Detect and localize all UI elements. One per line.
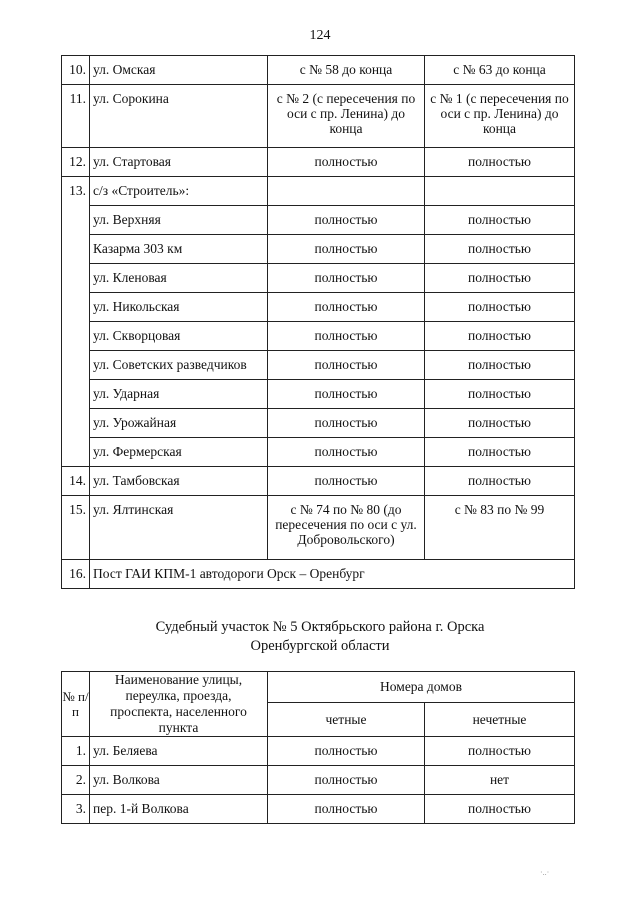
table-row — [62, 496, 575, 560]
caption-line-1: Судебный участок № 5 Октябрьского района г. Орска — [155, 619, 485, 635]
page-number: 124 — [309, 28, 331, 43]
row-even: полностью — [268, 438, 425, 467]
row-odd: полностью — [425, 795, 575, 824]
row-odd: с № 63 до конца — [425, 56, 575, 85]
table-row — [62, 795, 575, 824]
table-row — [62, 438, 575, 467]
row-number: 11. — [62, 85, 90, 148]
row-odd: полностью — [425, 351, 575, 380]
table-row — [62, 737, 575, 766]
row-number: 1. — [62, 737, 90, 766]
header-street-name: Наименование улицы, переулка, проезда, проспекта, населенного пункта — [90, 672, 268, 737]
row-odd: полностью — [425, 409, 575, 438]
caption-line-2: Оренбургской области — [250, 638, 390, 654]
table-row — [62, 351, 575, 380]
row-even: полностью — [268, 206, 425, 235]
header-odd: нечетные — [425, 702, 575, 736]
row-name: Пост ГАИ КПМ-1 автодороги Орск – Оренбург — [90, 560, 575, 589]
row-even: полностью — [268, 766, 425, 795]
row-number — [62, 206, 90, 235]
row-even: полностью — [268, 351, 425, 380]
row-name: ул. Советских разведчиков — [90, 351, 268, 380]
row-name: ул. Урожайная — [90, 409, 268, 438]
row-number: 12. — [62, 148, 90, 177]
row-number: 10. — [62, 56, 90, 85]
header-even: четные — [268, 702, 425, 736]
row-odd: полностью — [425, 235, 575, 264]
row-even: с № 2 (с пересечения по оси с пр. Ленина) до конца — [268, 85, 425, 148]
streets-table-section5 — [61, 671, 575, 824]
row-number — [62, 351, 90, 380]
table-row — [62, 235, 575, 264]
table-row — [62, 293, 575, 322]
row-even: полностью — [268, 409, 425, 438]
row-name: ул. Кленовая — [90, 264, 268, 293]
scan-mark: ·..· — [540, 868, 550, 877]
table-row — [62, 409, 575, 438]
table-row — [62, 148, 575, 177]
row-odd: полностью — [425, 438, 575, 467]
table-row — [62, 560, 575, 589]
row-number — [62, 293, 90, 322]
streets-table-continued — [61, 55, 575, 589]
row-even: полностью — [268, 467, 425, 496]
row-odd: полностью — [425, 264, 575, 293]
row-odd: полностью — [425, 380, 575, 409]
row-number: 15. — [62, 496, 90, 560]
row-name: пер. 1-й Волкова — [90, 795, 268, 824]
row-number — [62, 438, 90, 467]
table-row — [62, 206, 575, 235]
row-even: полностью — [268, 322, 425, 351]
section-caption — [0, 618, 640, 656]
row-odd: полностью — [425, 322, 575, 351]
row-number — [62, 264, 90, 293]
row-number: 2. — [62, 766, 90, 795]
table-row — [62, 380, 575, 409]
row-name: ул. Ялтинская — [90, 496, 268, 560]
table-row — [62, 322, 575, 351]
row-even: полностью — [268, 148, 425, 177]
row-name: ул. Ударная — [90, 380, 268, 409]
row-number: 13. — [62, 177, 90, 206]
row-odd: полностью — [425, 737, 575, 766]
header-house-numbers: Номера домов — [268, 672, 575, 703]
row-number: 3. — [62, 795, 90, 824]
row-even: полностью — [268, 795, 425, 824]
row-name: Казарма 303 км — [90, 235, 268, 264]
row-odd: нет — [425, 766, 575, 795]
row-name: ул. Сорокина — [90, 85, 268, 148]
row-odd: полностью — [425, 206, 575, 235]
row-odd: с № 83 по № 99 — [425, 496, 575, 560]
row-name: ул. Волкова — [90, 766, 268, 795]
table-row — [62, 467, 575, 496]
row-number — [62, 235, 90, 264]
row-even: полностью — [268, 380, 425, 409]
row-even: с № 58 до конца — [268, 56, 425, 85]
table-row — [62, 56, 575, 85]
table-row — [62, 264, 575, 293]
row-odd: с № 1 (с пересечения по оси с пр. Ленина) до конца — [425, 85, 575, 148]
row-number: 16. — [62, 560, 90, 589]
row-number — [62, 322, 90, 351]
table-row — [62, 85, 575, 148]
row-even: полностью — [268, 737, 425, 766]
row-even: с № 74 по № 80 (до пересечения по оси с ул. Добровольского) — [268, 496, 425, 560]
row-number — [62, 409, 90, 438]
table-row — [62, 766, 575, 795]
row-odd: полностью — [425, 148, 575, 177]
table-row — [62, 177, 575, 206]
row-name: ул. Верхняя — [90, 206, 268, 235]
row-odd: полностью — [425, 293, 575, 322]
row-name: ул. Скворцовая — [90, 322, 268, 351]
row-name: ул. Омская — [90, 56, 268, 85]
row-even: полностью — [268, 264, 425, 293]
row-name: с/з «Строитель»: — [90, 177, 268, 206]
row-name: ул. Фермерская — [90, 438, 268, 467]
row-odd: полностью — [425, 467, 575, 496]
row-even: полностью — [268, 235, 425, 264]
row-even — [268, 177, 425, 206]
row-number — [62, 380, 90, 409]
row-number: 14. — [62, 467, 90, 496]
row-name: ул. Тамбовская — [90, 467, 268, 496]
row-odd — [425, 177, 575, 206]
header-num: № п/п — [62, 672, 90, 737]
row-name: ул. Стартовая — [90, 148, 268, 177]
row-name: ул. Беляева — [90, 737, 268, 766]
row-name: ул. Никольская — [90, 293, 268, 322]
row-even: полностью — [268, 293, 425, 322]
